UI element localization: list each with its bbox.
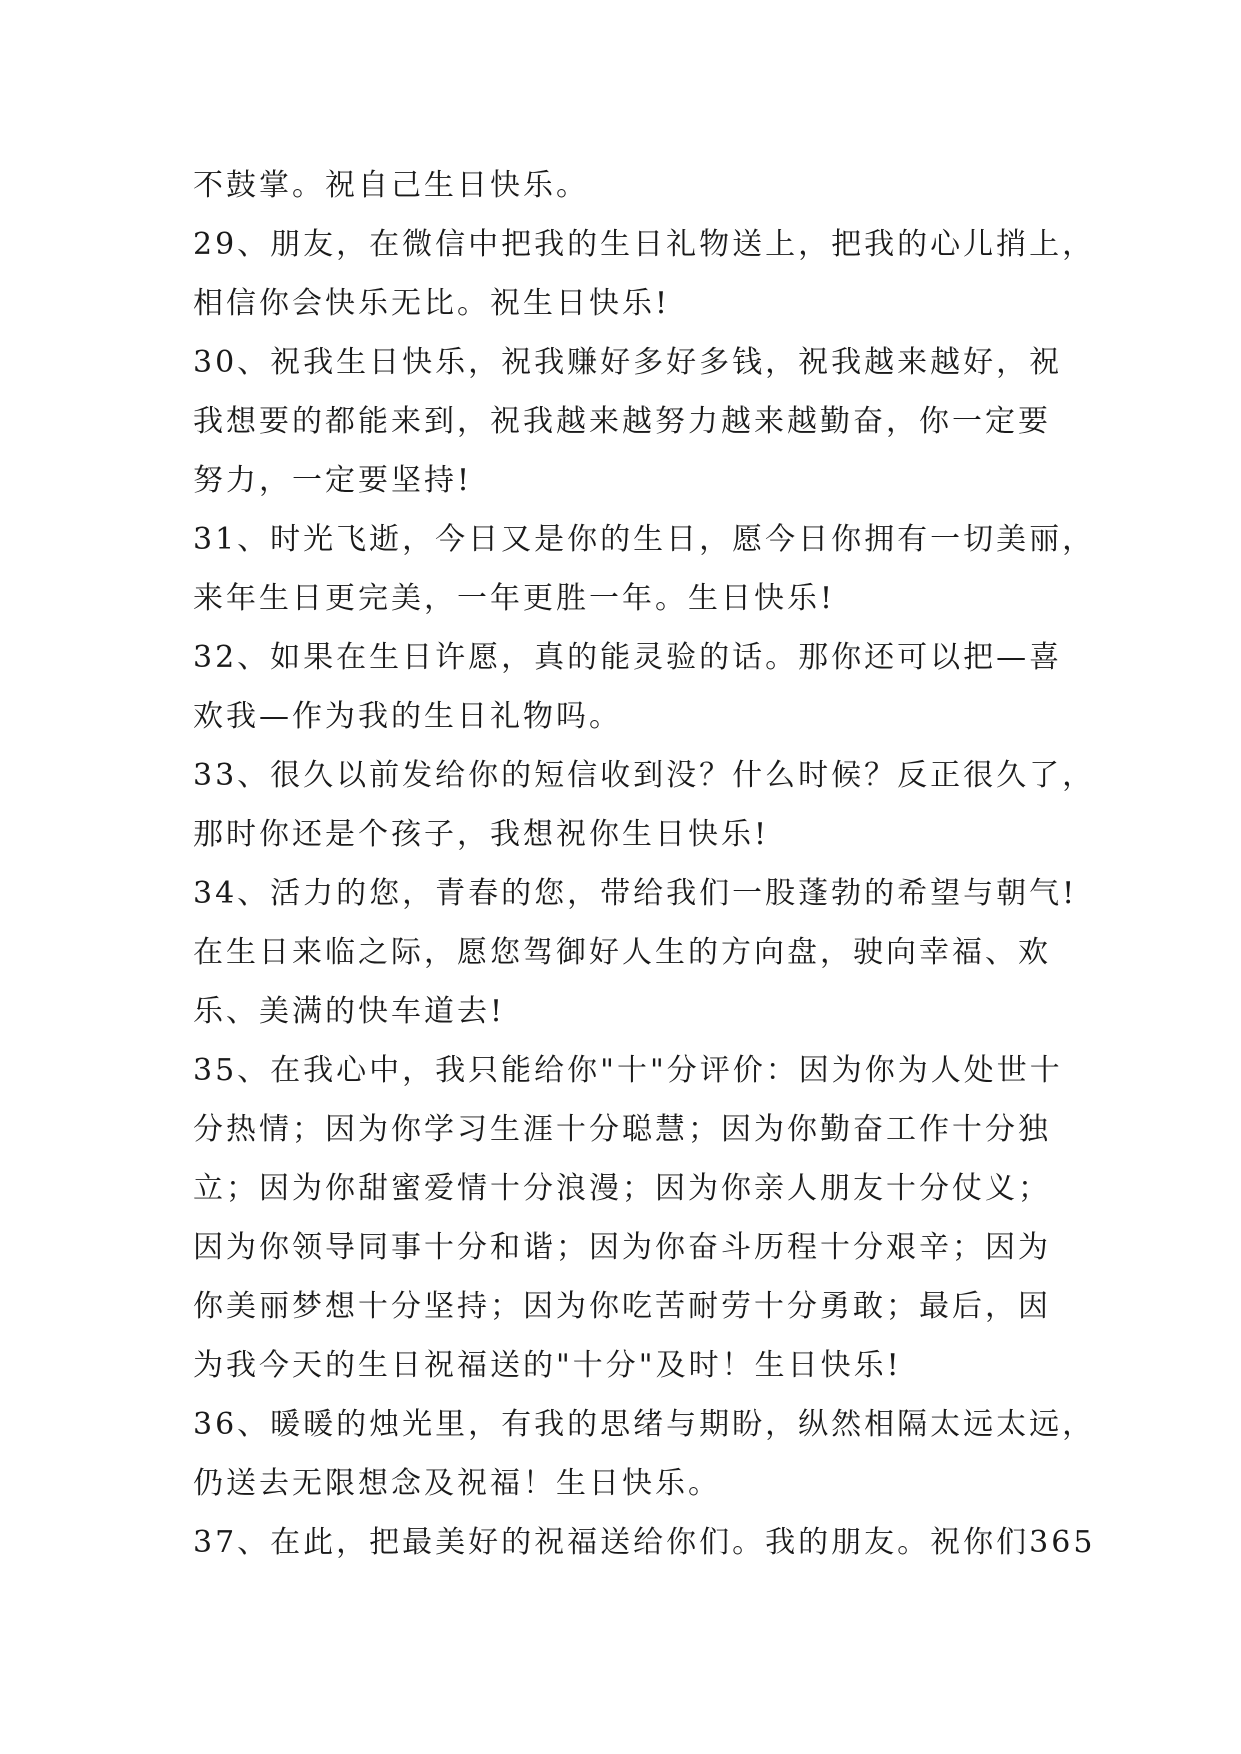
text-line: 那时你还是个孩子，我想祝你生日快乐! <box>193 817 770 852</box>
text-line: 分热情；因为你学习生涯十分聪慧；因为你勤奋工作十分独 <box>193 1112 1051 1147</box>
text-line: 因为你领导同事十分和谐；因为你奋斗历程十分艰辛；因为 <box>193 1230 1051 1265</box>
text-line: 不鼓掌。祝自己生日快乐。 <box>193 168 589 203</box>
text-line: 37、在此，把最美好的祝福送给你们。我的朋友。祝你们365 <box>193 1525 1096 1560</box>
text-line: 36、暖暖的烛光里，有我的思绪与期盼，纵然相隔太远太远， <box>193 1407 1096 1442</box>
text-line: 乐、美满的快车道去! <box>193 994 506 1029</box>
text-line: 来年生日更完美，一年更胜一年。生日快乐! <box>193 581 836 616</box>
text-line: 31、时光飞逝，今日又是你的生日，愿今日你拥有一切美丽， <box>193 522 1096 557</box>
text-line: 33、很久以前发给你的短信收到没？什么时候？反正很久了， <box>193 758 1096 793</box>
text-line: 30、祝我生日快乐，祝我赚好多好多钱，祝我越来越好，祝 <box>193 345 1063 380</box>
text-line: 34、活力的您，青春的您，带给我们一股蓬勃的希望与朝气! <box>193 876 1078 911</box>
text-line: 立；因为你甜蜜爱情十分浪漫；因为你亲人朋友十分仗义； <box>193 1171 1051 1206</box>
text-line: 仍送去无限想念及祝福！生日快乐。 <box>193 1466 721 1501</box>
text-line: 你美丽梦想十分坚持；因为你吃苦耐劳十分勇敢；最后，因 <box>193 1289 1051 1324</box>
text-line: 32、如果在生日许愿，真的能灵验的话。那你还可以把—喜 <box>193 640 1063 675</box>
text-line: 我想要的都能来到，祝我越来越努力越来越勤奋，你一定要 <box>193 404 1051 439</box>
text-line: 为我今天的生日祝福送的"十分"及时！生日快乐! <box>193 1348 902 1383</box>
text-line: 35、在我心中，我只能给你"十"分评价：因为你为人处世十 <box>193 1053 1063 1088</box>
text-line: 相信你会快乐无比。祝生日快乐! <box>193 286 671 321</box>
text-line: 在生日来临之际，愿您驾御好人生的方向盘，驶向幸福、欢 <box>193 935 1051 970</box>
text-line: 29、朋友，在微信中把我的生日礼物送上，把我的心儿捎上， <box>193 227 1096 262</box>
text-line: 欢我—作为我的生日礼物吗。 <box>193 699 622 734</box>
text-line: 努力，一定要坚持! <box>193 463 473 498</box>
